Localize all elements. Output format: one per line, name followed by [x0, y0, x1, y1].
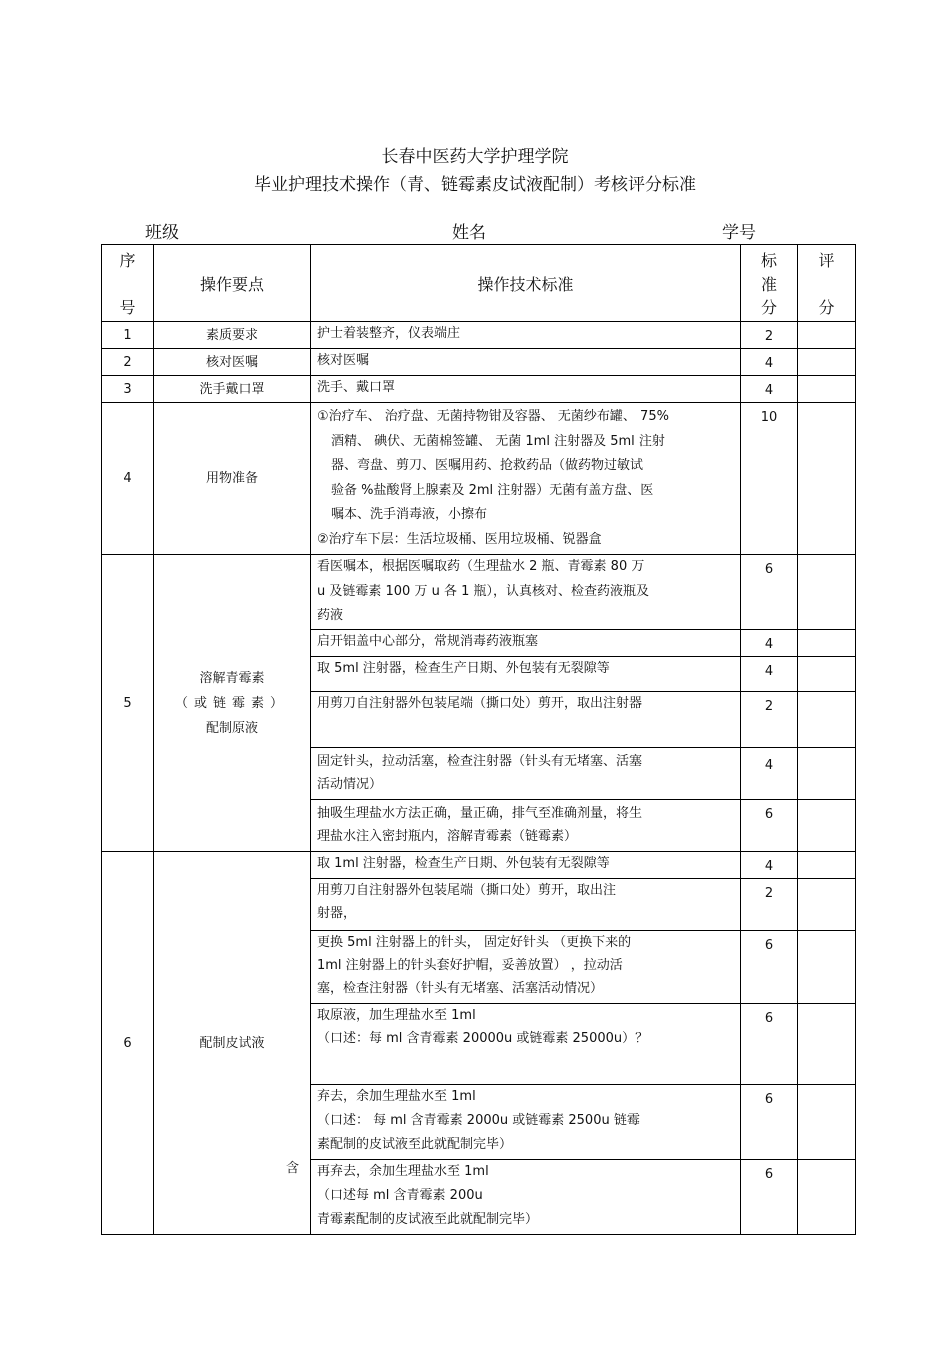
row-seq: 1 — [102, 322, 154, 349]
table-row — [102, 852, 856, 879]
row-eval-cell[interactable] — [798, 403, 856, 555]
row-score: 4 — [741, 657, 798, 692]
document-subtitle: 毕业护理技术操作（青、链霉素皮试液配制）考核评分标准 — [254, 175, 696, 195]
row-seq: 4 — [102, 403, 154, 555]
row-standard: 核对医嘱 — [311, 349, 741, 376]
row-score: 6 — [741, 555, 798, 630]
header-points: 操作要点 — [154, 245, 311, 322]
row-standard: 用剪刀自注射器外包装尾端（撕口处）剪开，取出注射器 — [311, 692, 741, 748]
row-standard: 护士着装整齐，仪表端庄 — [311, 322, 741, 349]
row-score: 6 — [741, 1160, 798, 1235]
document-title: 长春中医药大学护理学院 — [381, 147, 569, 167]
row-standard: 取 5ml 注射器，检查生产日期、外包装有无裂隙等 — [311, 657, 741, 692]
row-standard: 取原液，加生理盐水至 1ml （口述：每 ml 含青霉素 20000u 或链霉素 25000u）？ — [311, 1004, 741, 1085]
row-score: 4 — [741, 349, 798, 376]
row-point: 用物准备 — [154, 403, 311, 555]
row-score: 6 — [741, 800, 798, 852]
row-eval-cell[interactable] — [798, 931, 856, 1004]
row-standard: 用剪刀自注射器外包装尾端（撕口处）剪开，取出注 射器， — [311, 879, 741, 931]
row-seq: 3 — [102, 376, 154, 403]
table-row — [102, 376, 856, 403]
row-score: 2 — [741, 879, 798, 931]
table-row — [102, 403, 856, 555]
student-id-label: 学号 — [722, 223, 756, 243]
header-score-std: 标 准 分 — [741, 245, 798, 322]
header-seq: 序 号 — [102, 245, 154, 322]
row-standard: 更换 5ml 注射器上的针头， 固定好针头 （更换下来的 1ml 注射器上的针头套好护帽，妥善放置） ，拉动活 塞，检查注射器（针头有无堵塞、活塞活动情况） — [311, 931, 741, 1004]
row-standard: ①治疗车、 治疗盘、无菌持物钳及容器、 无菌纱布罐、 75% 酒精、 碘伏、无菌棉签罐、 无菌 1ml 注射器及 5ml 注射 器、弯盘、剪刀、医嘱用药、抢救药品（做药物过敏试 验备 %盐酸肾上腺素及 2ml 注射器）无菌有盖方盘、医 嘱本、洗手消毒液，小擦布 ②治疗车下层：生活垃圾桶、医用垃圾桶、锐器盒 — [311, 403, 741, 555]
table-header-row — [102, 245, 856, 322]
table-row — [102, 555, 856, 630]
row-eval-cell[interactable] — [798, 1004, 856, 1085]
row-standard: 取 1ml 注射器，检查生产日期、外包装有无裂隙等 — [311, 852, 741, 879]
row-eval-cell[interactable] — [798, 1160, 856, 1235]
row-score: 4 — [741, 376, 798, 403]
row-standard: 抽吸生理盐水方法正确，量正确，排气至准确剂量，将生 理盐水注入密封瓶内，溶解青霉素（链霉素） — [311, 800, 741, 852]
row-score: 2 — [741, 322, 798, 349]
row-score: 6 — [741, 1004, 798, 1085]
row-standard: 再弃去，余加生理盐水至 1ml （口述每 ml 含青霉素 200u 青霉素配制的皮试液至此就配制完毕） — [311, 1160, 741, 1235]
row-eval-cell[interactable] — [798, 879, 856, 931]
row-standard: 看医嘱本，根据医嘱取药（生理盐水 2 瓶、青霉素 80 万 u 及链霉素 100 万 u 各 1 瓶），认真核对、检查药液瓶及 药液 — [311, 555, 741, 630]
row-score: 2 — [741, 692, 798, 748]
row-point: 素质要求 — [154, 322, 311, 349]
row-score: 6 — [741, 1085, 798, 1160]
row-eval-cell[interactable] — [798, 748, 856, 800]
row-point: 溶解青霉素 （或链霉素） 配制原液 — [154, 555, 311, 852]
row-score: 10 — [741, 403, 798, 555]
row-score: 4 — [741, 748, 798, 800]
row-standard: 洗手、戴口罩 — [311, 376, 741, 403]
row-eval-cell[interactable] — [798, 1085, 856, 1160]
stray-character: 含 — [286, 1161, 300, 1176]
row-eval-cell[interactable] — [798, 800, 856, 852]
row-eval-cell[interactable] — [798, 692, 856, 748]
row-point: 核对医嘱 — [154, 349, 311, 376]
row-score: 4 — [741, 630, 798, 657]
row-point: 洗手戴口罩 — [154, 376, 311, 403]
row-eval-cell[interactable] — [798, 630, 856, 657]
table-row — [102, 322, 856, 349]
row-eval-cell[interactable] — [798, 852, 856, 879]
row-eval-cell[interactable] — [798, 376, 856, 403]
row-eval-cell[interactable] — [798, 322, 856, 349]
class-label: 班级 — [145, 223, 179, 243]
row-score: 6 — [741, 931, 798, 1004]
row-score: 4 — [741, 852, 798, 879]
row-seq: 6 — [102, 852, 154, 1235]
name-label: 姓名 — [452, 223, 486, 243]
row-seq: 2 — [102, 349, 154, 376]
header-standard: 操作技术标准 — [311, 245, 741, 322]
header-score-eval: 评 分 — [798, 245, 856, 322]
row-eval-cell[interactable] — [798, 657, 856, 692]
scoring-table — [101, 244, 856, 1235]
row-eval-cell[interactable] — [798, 349, 856, 376]
row-standard: 弃去，余加生理盐水至 1ml （口述： 每 ml 含青霉素 2000u 或链霉素 2500u 链霉 素配制的皮试液至此就配制完毕） — [311, 1085, 741, 1160]
row-point: 配制皮试液 — [154, 852, 311, 1235]
table-row — [102, 349, 856, 376]
row-standard: 启开铝盖中心部分，常规消毒药液瓶塞 — [311, 630, 741, 657]
row-eval-cell[interactable] — [798, 555, 856, 630]
row-standard: 固定针头，拉动活塞，检查注射器（针头有无堵塞、活塞 活动情况） — [311, 748, 741, 800]
row-seq: 5 — [102, 555, 154, 852]
